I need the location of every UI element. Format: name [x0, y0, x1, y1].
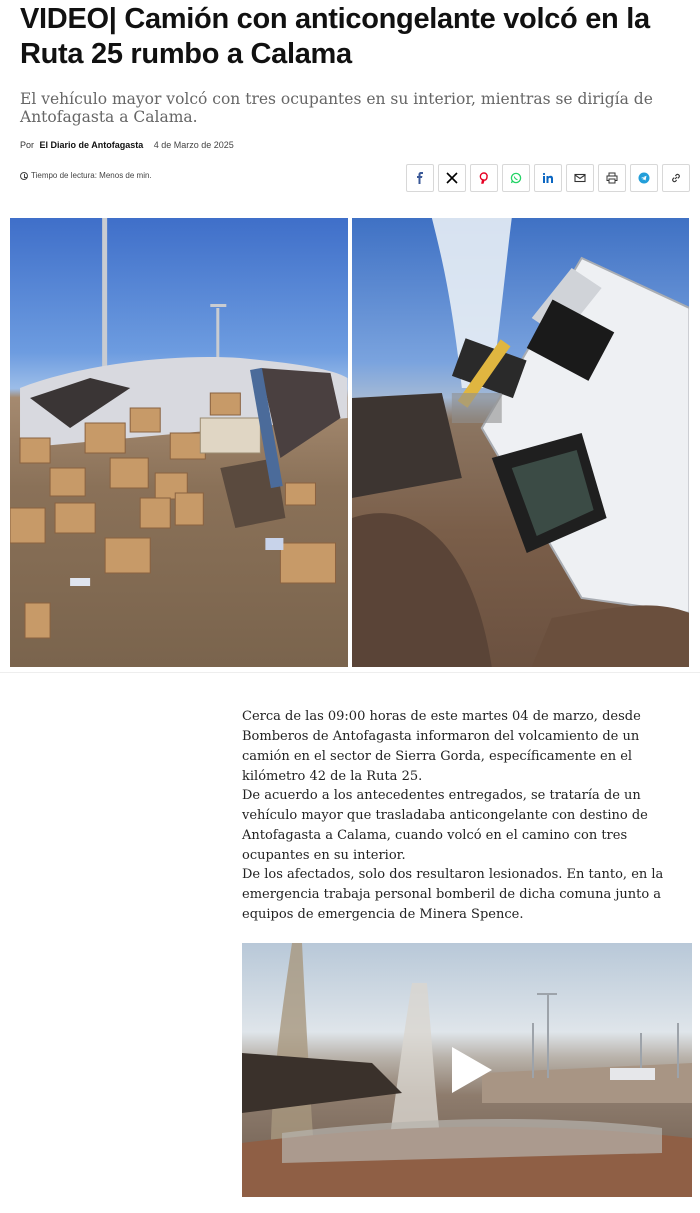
paragraph: De los afectados, solo dos resultaron lesionados. En tanto, en la emergencia trabaja personal bomberil de dicha comuna junto a equipos de emergencia de Minera Spence.: [242, 867, 664, 922]
email-icon: [574, 172, 586, 184]
play-icon[interactable]: [450, 1045, 494, 1095]
pinterest-icon: [478, 172, 490, 184]
publish-date: 4 de Marzo de 2025: [153, 140, 234, 150]
copy-link-button[interactable]: [662, 164, 690, 192]
share-email-button[interactable]: [566, 164, 594, 192]
photo-overturned-truck-cab: [352, 218, 690, 667]
article-subtitle: El vehículo mayor volcó con tres ocupantes en su interior, mientras se dirigía de Antofagasta a Calama.: [20, 90, 653, 126]
share-pinterest-button[interactable]: [470, 164, 498, 192]
reading-time: [20, 171, 152, 180]
byline-prefix: Por: [20, 140, 35, 150]
share-whatsapp-button[interactable]: [502, 164, 530, 192]
print-button[interactable]: [598, 164, 626, 192]
share-x-button[interactable]: [438, 164, 466, 192]
copy-link-icon: [670, 172, 682, 184]
article-title: VIDEO| Camión con anticongelante volcó en la Ruta 25 rumbo a Calama: [20, 3, 650, 70]
share-facebook-button[interactable]: [406, 164, 434, 192]
cargo-scene-illustration: [10, 218, 348, 667]
share-telegram-button[interactable]: [630, 164, 658, 192]
linkedin-icon: [542, 172, 554, 184]
clock-icon: [20, 172, 28, 180]
whatsapp-icon: [510, 172, 522, 184]
hero-image: [10, 218, 689, 667]
x-icon: [446, 172, 458, 184]
video-player[interactable]: [242, 943, 692, 1197]
reading-time-label: Tiempo de lectura: Menos de min.: [31, 171, 152, 180]
telegram-icon: [638, 172, 650, 184]
paragraph: De acuerdo a los antecedentes entregados, se trataría de un vehículo mayor que trasladaba anticongelante con destino de Antofagasta a Calama, cuando volcó en el camino con tres ocupantes en su interior.: [242, 788, 648, 863]
print-icon: [606, 172, 618, 184]
author-link[interactable]: El Diario de Antofagasta: [39, 140, 144, 150]
facebook-icon: [414, 172, 426, 184]
photo-crashed-truck-cargo: [10, 218, 348, 667]
paragraph: Cerca de las 09:00 horas de este martes 04 de marzo, desde Bomberos de Antofagasta informaron del volcamiento de un camión en el sector de Sierra Gorda, específicamente en el kilómetro 42 de la Ruta 25.: [242, 709, 641, 784]
share-linkedin-button[interactable]: [534, 164, 562, 192]
share-bar: [406, 164, 690, 192]
cab-scene-illustration: [352, 218, 690, 667]
section-divider: [0, 672, 700, 673]
byline: [20, 140, 234, 150]
